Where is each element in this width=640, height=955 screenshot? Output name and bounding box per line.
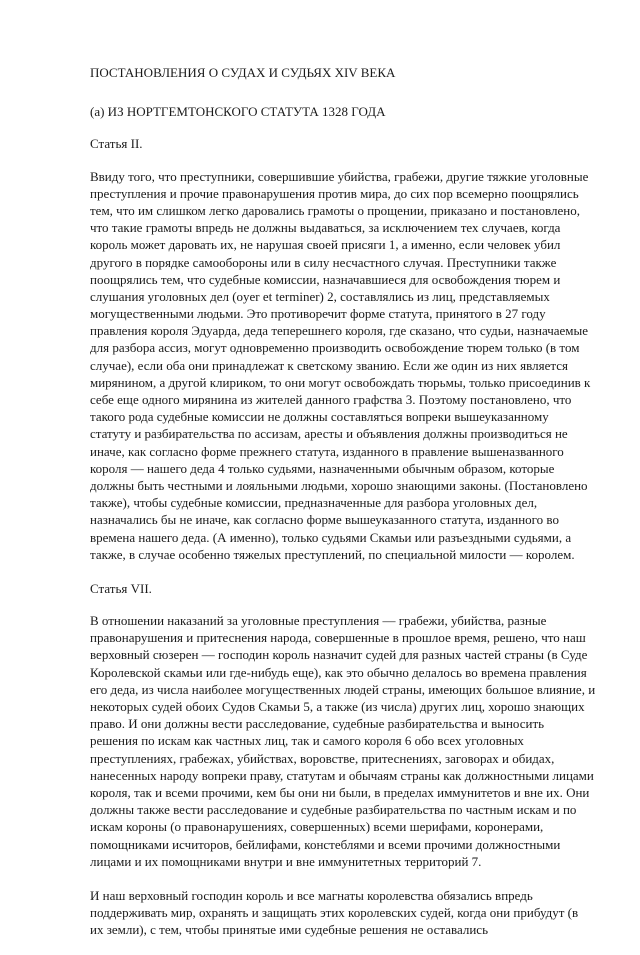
text-line: такого рода судебные комиссии не должны составляться вопреки вышеуказанному — [90, 409, 549, 425]
text-line: статуту и разбирательства по ассизам, аресты и объявления должны производиться не — [90, 426, 568, 442]
text-line: поощрялись тем, что судебные комиссии, назначавшиеся для освобождения тюрем и — [90, 271, 561, 287]
text-line: короля, так и всеми прочими, кем бы они ни были, в пределах иммунитетов и вне их. Они — [90, 784, 590, 800]
text-line: себе еще одного мирянина из жителей данного графства 3. Поэтому постановлено, что — [90, 392, 572, 407]
text-line: правления короля Эдуарда, деда теперешнего короля, где сказано, что судьи, назначаемые — [90, 323, 589, 339]
text-line: для разбора ассиз, могут одновременно производить освобождение тюрем только (в том — [90, 340, 580, 356]
text-line: случае), если оба они принадлежат к светскому званию. Если же один из них является — [90, 357, 568, 373]
text-line: лицами и их помощниками внутри и вне иммунитетных территорий 7. — [90, 853, 482, 869]
text-line: иначе, как согласно форме прежнего статута, изданного в правление вышеназванного — [90, 443, 564, 459]
text-line: короля — нашего деда 4 только судьями, назначенными обычным образом, которые — [90, 460, 555, 476]
text-line: слушания уголовных дел (oyer et terminer) 2, составлялись из лиц, представляемых — [90, 288, 550, 304]
text-line: их земли), с тем, чтобы принятые ими судебные решения не оставались — [90, 922, 488, 938]
article-heading: Статья II. — [90, 136, 143, 152]
text-line: должны быть честными и лояльными людьми, хорошо знающими законы. (Постановлено — [90, 477, 588, 493]
text-line: правонарушения и притеснения народа, совершенные в прошлое время, решено, что наш — [90, 630, 586, 646]
text-line: помощниками исчиторов, бейлифами, констеблями и всеми прочими должностными — [90, 836, 561, 852]
text-line: назначались бы не иначе, как согласно форме вышеуказанного статута, изданного во — [90, 512, 559, 528]
text-line: И наш верховный господин король и все магнаты королевства обязались впредь — [90, 887, 533, 903]
text-line: тем, что им слишком легко даровались грамоты о прощении, приказано и постановлено, — [90, 202, 580, 218]
text-line: преступлениях, грабежах, убийствах, воровстве, притеснениях, заговорах и обидах, — [90, 750, 555, 766]
text-line: другого в порядке самообороны или в силу несчастного случая. Преступники также — [90, 254, 557, 270]
text-line: поддерживать мир, охранять и защищать этих королевских судей, когда они прибудут (в — [90, 905, 579, 921]
text-line: времена нашего деда. (А именно), только судьями Скамьи или разъездными судьями, а — [90, 529, 572, 545]
text-line: В отношении наказаний за уголовные преступления — грабежи, убийства, разные — [90, 613, 547, 629]
article-heading: Статья VII. — [90, 580, 152, 596]
text-line: должны также вести расследование и судебные разбирательства по частным искам и по — [90, 802, 577, 818]
text-line: что такие грамоты впредь не должны выдаваться, за исключением тех случаев, когда — [90, 220, 561, 236]
text-line: также), чтобы судебные комиссии, предназначенные для разбора уголовных дел, — [90, 495, 538, 511]
text-line: верховный сюзерен — господин король назначит судей для разных частей страны (в Суде — [90, 647, 588, 663]
text-line: преступления и прочие правонарушения против мира, до сих пор всемерно поощрялись — [90, 185, 579, 201]
section-heading: (а) ИЗ НОРТГЕМТОНСКОГО СТАТУТА 1328 ГОДА — [90, 104, 386, 120]
document-page — [90, 64, 610, 955]
text-line: некоторых судей обоих Судов Скамьи 5, а также (из числа) других лиц, хорошо знающих — [90, 699, 585, 714]
paragraph — [90, 168, 610, 563]
text-line: могущественными людьми. Это противоречит форме статута, принятого в 27 году — [90, 306, 546, 322]
text-line: Ввиду того, что преступники, совершившие убийства, грабежи, другие тяжкие уголовные — [90, 168, 589, 184]
text-line: Королевской скамьи или где-нибудь еще), как это обычно делалось во времена правления — [90, 664, 587, 680]
text-line: мирянином, а другой клириком, то они могут освобождать тюрьмы, только присоединив к — [90, 374, 591, 390]
text-line: искам короны (о правонарушениях, совершенных) всеми шерифами, коронерами, — [90, 819, 544, 835]
text-line: его деда, из числа наиболее могущественных людей страны, имеющих большое влияние, и — [90, 681, 596, 697]
text-line: нанесенных народу вопреки праву, статутам и обычаям страны как должностными лицами — [90, 767, 594, 783]
text-line: также, в случае особенно тяжелых преступлений, по специальной милости — королем. — [90, 546, 575, 562]
text-line: король может даровать их, не нарушая своей присяги 1, а именно, если человек убил — [90, 237, 561, 253]
document-title: ПОСТАНОВЛЕНИЯ О СУДАХ И СУДЬЯХ XIV ВЕКА — [90, 65, 396, 80]
paragraph — [90, 887, 610, 939]
text-line: право. И они должны вести расследование, судебные разбирательства и выносить — [90, 716, 545, 732]
text-line: решения по искам как частных лиц, так и самого короля 6 обо всех уголовных — [90, 733, 524, 749]
paragraph — [90, 612, 610, 870]
